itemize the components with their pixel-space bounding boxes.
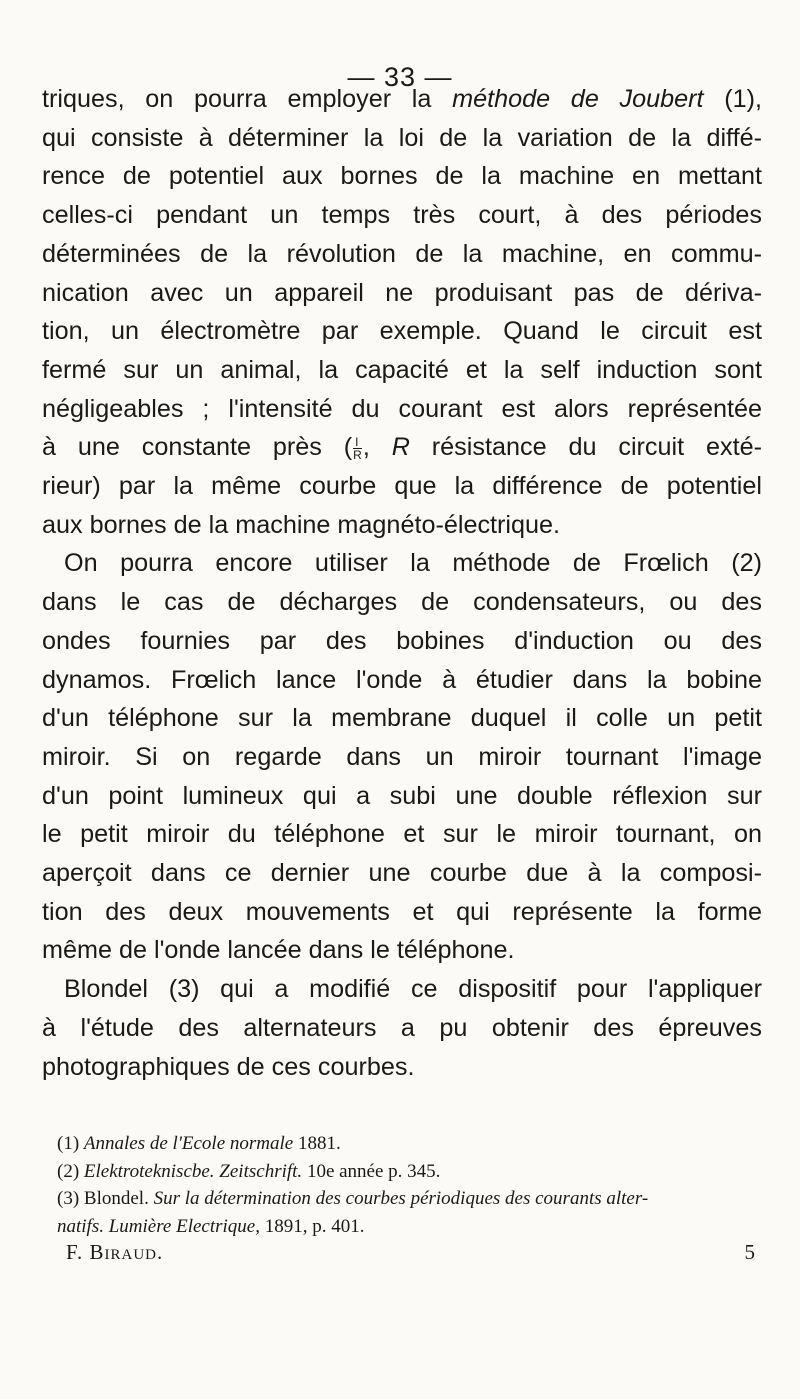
- text-line: rence de potentiel aux bornes de la machine en mettant: [42, 162, 762, 191]
- text-line: aux bornes de la machine magnéto-électrique.: [42, 510, 561, 539]
- text-line: à une constante près ( $\frac{I}{R}$ , R résistance du circuit exté-: [42, 433, 762, 463]
- text-line: à l'étude des alternateurs a pu obtenir des épreuves: [42, 1013, 762, 1042]
- text-line: le petit miroir du téléphone et sur le miroir tournant, on: [42, 820, 762, 849]
- text-line: Blondel (3) qui a modifié ce dispositif pour l'appliquer: [64, 975, 762, 1004]
- text-line: qui consiste à déterminer la loi de la variation de la diffé-: [42, 123, 762, 152]
- text-line: photographiques de ces courbes.: [42, 1052, 415, 1081]
- text-line: triques, on pourra employer la méthode de Joubert (1),: [42, 85, 763, 113]
- text-line: On pourra encore utiliser la méthode de Frœlich (2): [64, 549, 762, 578]
- footnote-2: (2) Elektrotekniscbe. Zeitschrift. 10e année p. 345.: [57, 1160, 441, 1182]
- text-line: ondes fournies par des bobines d'induction ou des: [42, 626, 762, 655]
- author-signature: F. Biraud.: [66, 1240, 164, 1264]
- text-line: tion des deux mouvements et qui représente la forme: [42, 897, 762, 926]
- fraction: $\frac{I}{R}$: [353, 435, 362, 463]
- page-number: — 33 —: [347, 62, 453, 92]
- sheet-number: 5: [744, 1240, 756, 1264]
- text-line: d'un point lumineux qui a subi une double réflexion sur: [42, 781, 762, 810]
- text-line: dans le cas de décharges de condensateurs, ou des: [42, 588, 762, 617]
- text-line: celles-ci pendant un temps très court, à des périodes: [42, 201, 762, 230]
- text-line: nication avec un appareil ne produisant pas de dériva-: [42, 278, 762, 307]
- footnote-3: (3) Blondel. Sur la détermination des courbes périodiques des courants alter-: [57, 1188, 649, 1209]
- text-line: aperçoit dans ce dernier une courbe due à la composi-: [42, 859, 762, 888]
- body-text: [42, 80, 762, 1086]
- text-line: même de l'onde lancée dans le téléphone.: [42, 936, 515, 965]
- text-line: négligeables ; l'intensité du courant est alors représentée: [42, 394, 762, 423]
- text-line: fermé sur un animal, la capacité et la self induction sont: [42, 355, 762, 384]
- text-line: d'un téléphone sur la membrane duquel il colle un petit: [42, 704, 762, 733]
- text-line: tion, un électromètre par exemple. Quand le circuit est: [42, 317, 762, 346]
- footnotes: [57, 1130, 769, 1240]
- text-line: rieur) par la même courbe que la différence de potentiel: [42, 472, 762, 501]
- text-line: déterminées de la révolution de la machine, en commu-: [42, 239, 762, 268]
- footnote-1: (1) Annales de l'Ecole normale 1881.: [57, 1133, 341, 1154]
- footnote-3-continued: natifs. Lumière Electrique, 1891, p. 401.: [57, 1215, 365, 1237]
- text-line: dynamos. Frœlich lance l'onde à étudier dans la bobine: [42, 665, 762, 694]
- text-line: miroir. Si on regarde dans un miroir tournant l'image: [42, 742, 762, 771]
